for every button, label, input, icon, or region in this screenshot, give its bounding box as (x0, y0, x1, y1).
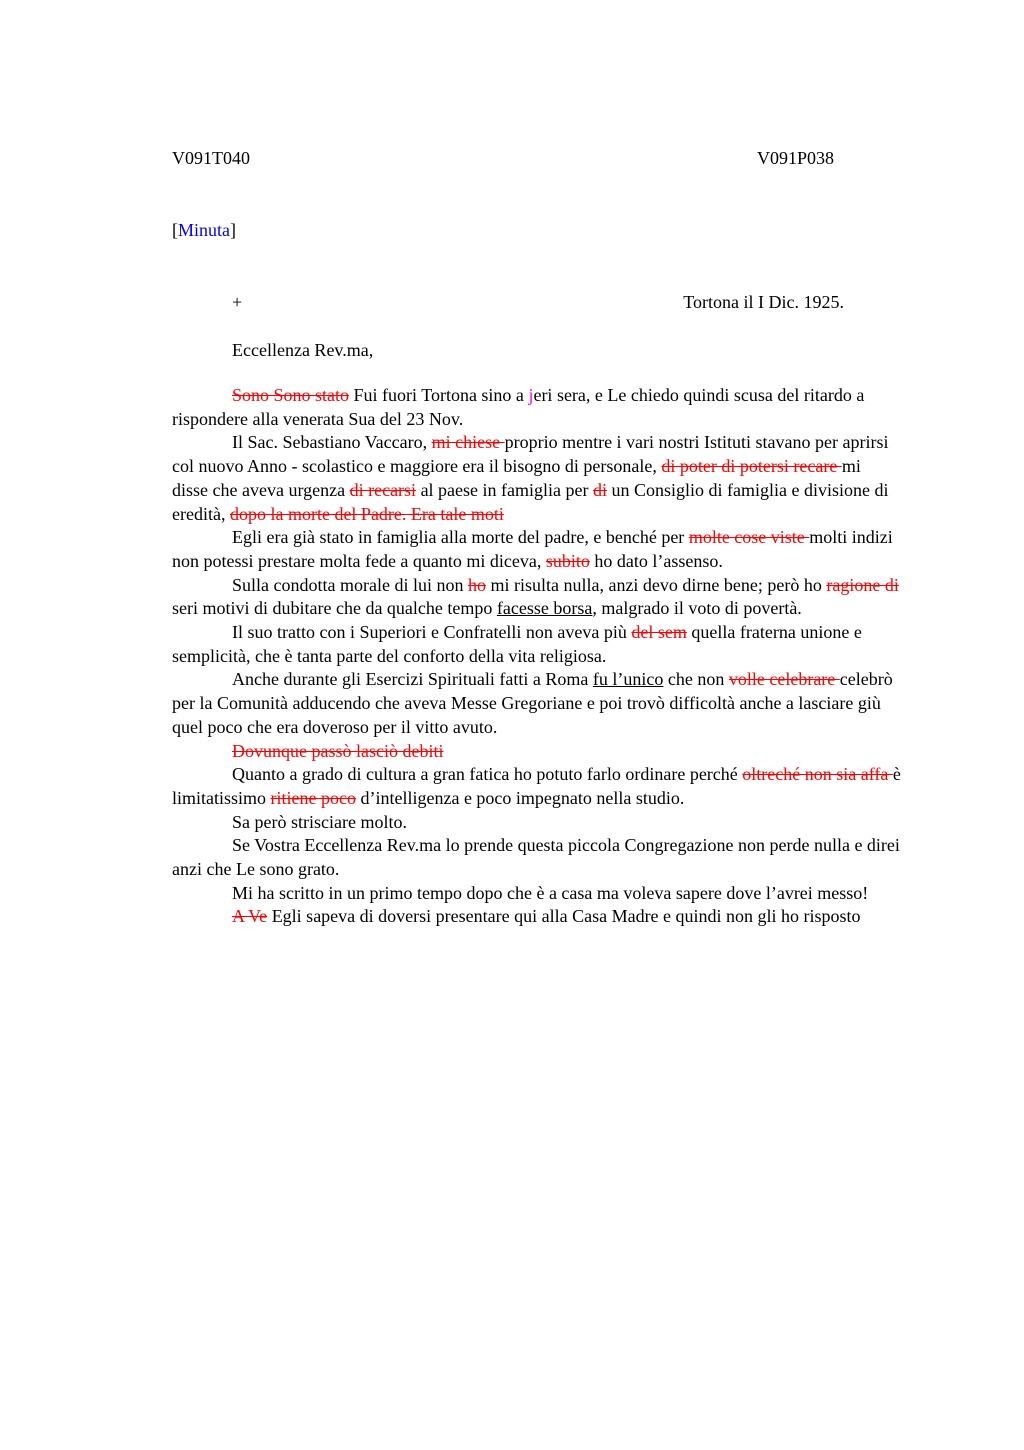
deleted-text: Dovunque passò lasciò debiti (232, 740, 444, 761)
letter-paragraph (172, 431, 901, 526)
underlined-text: facesse borsa (496, 598, 593, 619)
deleted-text: ritiene poco (270, 787, 356, 808)
letter-paragraph (172, 834, 901, 881)
paragraph-text: Fui fuori Tortona sino a (349, 385, 529, 405)
letter-paragraph (172, 763, 901, 810)
paragraph-text: Egli era già stato in famiglia alla morte del padre, e benché per (232, 527, 689, 548)
paragraph-text: Quanto a grado di cultura a gran fatica ho potuto farlo ordinare perché (232, 764, 743, 785)
deleted-text: ho (467, 574, 486, 595)
paragraph-text: , malgrado il voto di povertà. (592, 598, 802, 619)
bracket-open: [ (172, 220, 178, 240)
document-code-left: V091T040 (172, 148, 250, 168)
deleted-text: ragione di (826, 574, 899, 595)
deleted-text: molte cose viste (688, 527, 810, 548)
paragraph-text: eri sera, e Le chiedo quindi scusa del ritardo a rispondere alla venerata Sua del 23 Nov. (172, 385, 865, 429)
paragraph-text: Egli sapeva di doversi presentare qui alla Casa Madre e quindi non gli ho risposto (267, 906, 861, 927)
document-code-right: V091P038 (757, 148, 835, 168)
draft-note (172, 218, 236, 242)
deleted-text: subito (545, 550, 590, 571)
paragraph-text: molti indizi non potessi prestare molta fede a quanto mi diceva, (172, 527, 893, 571)
paragraph-text: quella fraterna unione e semplicità, che è tanta parte del conforto della vita religiosa. (172, 622, 862, 666)
place-date: Tortona il I Dic. 1925. (683, 292, 844, 312)
deleted-text: dopo la morte del Padre. Era tale moti (229, 503, 504, 524)
letter-paragraph (172, 811, 901, 835)
paragraph-text: Il Sac. Sebastiano Vaccaro, (232, 432, 432, 453)
deleted-text: di (593, 479, 608, 500)
deleted-text: volle celebrare (728, 669, 840, 690)
letter-paragraph (172, 621, 901, 668)
paragraph-text: Anche durante gli Esercizi Spirituali fatti a Roma (232, 669, 593, 690)
draft-label: Minuta (178, 220, 230, 240)
paragraph-text: un Consiglio di famiglia e divisione di eredità, (172, 479, 889, 524)
paragraph-text: Il suo tratto con i Superiori e Confratelli non aveva più (232, 622, 632, 643)
paragraph-text: ho dato l’assenso. (589, 550, 723, 571)
bracket-close: ] (230, 220, 236, 240)
paragraph-text: è limitatissimo (172, 764, 901, 808)
salutation: Eccellenza Rev.ma, (232, 340, 374, 360)
deleted-text: di poter di potersi recare (661, 456, 842, 477)
letter-paragraph (172, 574, 901, 621)
paragraph-text: mi disse che aveva urgenza (172, 456, 861, 500)
deleted-text: oltreché non sia affa (742, 764, 893, 785)
paragraph-text: celebrò per la Comunità adducendo che aveva Messe Gregoriane e poi trovò difficoltà anche a lasciare giù quel poco che era doveroso per il vitto avuto. (172, 669, 893, 737)
paragraph-text: mi risulta nulla, anzi devo dirne bene; però ho (485, 574, 827, 595)
letter-paragraph (172, 384, 901, 431)
deleted-text: Sono Sono stato (232, 385, 350, 405)
paragraph-text: seri motivi di dubitare che da qualche tempo (172, 598, 497, 619)
paragraph-text: Mi ha scritto in un primo tempo dopo che è a casa ma voleva sapere dove l’avrei messo! (232, 882, 869, 903)
cross-symbol: + (232, 292, 243, 312)
paragraph-text: al paese in famiglia per (416, 479, 593, 500)
paragraph-text: Se Vostra Eccellenza Rev.ma lo prende questa piccola Congregazione non perde nulla e direi anzi che Le sono grato. (172, 835, 900, 880)
paragraph-text: Sulla condotta morale di lui non (232, 574, 468, 595)
letter-paragraph (172, 668, 901, 739)
paragraph-text: proprio mentre i vari nostri Istituti stavano per aprirsi col nuovo Anno - scolastico e maggiore era il bisogno di personale, (172, 432, 889, 477)
paragraph-text: d’intelligenza e poco impegnato nella studio. (355, 787, 685, 808)
deleted-text: di recarsi (349, 479, 417, 500)
deleted-text: A Ve (232, 906, 268, 927)
underlined-text: fu l’unico (592, 669, 664, 690)
deleted-text: mi chiese (431, 432, 505, 453)
letter-paragraph (172, 882, 901, 906)
inserted-letter: j (528, 385, 534, 405)
letter-paragraph (172, 905, 901, 929)
paragraph-text: Sa però strisciare molto. (232, 811, 407, 832)
deleted-text: del sem (631, 622, 687, 643)
letter-paragraph (172, 740, 901, 764)
letter-paragraph (172, 526, 901, 573)
letter-body (172, 384, 901, 929)
paragraph-text: che non (663, 669, 729, 690)
